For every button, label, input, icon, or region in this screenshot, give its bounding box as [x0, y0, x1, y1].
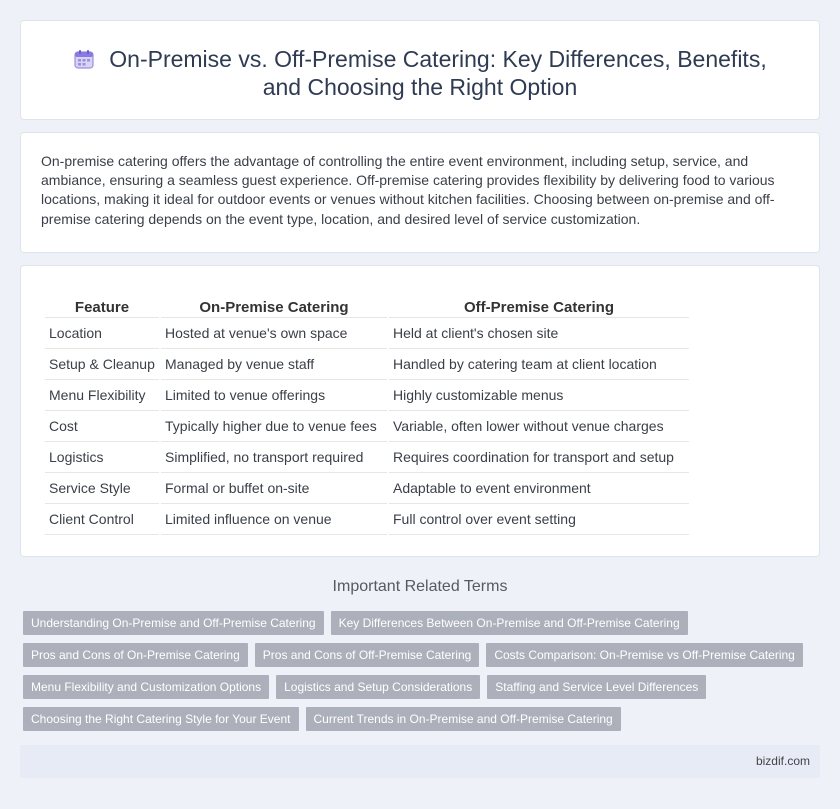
- on-premise-cell: Managed by venue staff: [161, 349, 387, 380]
- related-tags-row-2: [23, 643, 823, 667]
- footer-site-link[interactable]: bizdif.com: [755, 754, 810, 768]
- feature-cell: Client Control: [45, 504, 159, 535]
- footer: [20, 745, 820, 778]
- table-row: [45, 380, 689, 411]
- calendar-icon: [73, 48, 95, 70]
- on-premise-cell: Simplified, no transport required: [161, 442, 387, 473]
- table-row: [45, 504, 689, 535]
- related-tag[interactable]: Logistics and Setup Considerations: [276, 675, 480, 699]
- page-title: [21, 45, 819, 101]
- table-row: [45, 442, 689, 473]
- related-tags-row-3: [23, 675, 823, 699]
- header-off-premise: Off-Premise Catering: [389, 296, 689, 318]
- related-tag[interactable]: Current Trends in On-Premise and Off-Premise Catering: [306, 707, 621, 731]
- related-tag[interactable]: Understanding On-Premise and Off-Premise Catering: [23, 611, 324, 635]
- off-premise-cell: Held at client's chosen site: [389, 318, 689, 349]
- on-premise-cell: Typically higher due to venue fees: [161, 411, 387, 442]
- intro-paragraph: On-premise catering offers the advantage of controlling the entire event environment, including setup, service, and ambiance, ensuring a seamless guest experience. Off-premise catering provides flexibility by delivering food to various locations, making it ideal for outdoor events or venues without kitchen facilities. Choosing between on-premise and off-premise catering depends on the event type, location, and desired level of service customization.: [41, 153, 775, 227]
- comparison-card: [20, 265, 820, 557]
- feature-cell: Logistics: [45, 442, 159, 473]
- related-tag[interactable]: Staffing and Service Level Differences: [487, 675, 706, 699]
- feature-cell: Cost: [45, 411, 159, 442]
- related-tag[interactable]: Pros and Cons of Off-Premise Catering: [255, 643, 480, 667]
- header-on-premise: On-Premise Catering: [161, 296, 387, 318]
- feature-cell: Location: [45, 318, 159, 349]
- on-premise-cell: Limited influence on venue: [161, 504, 387, 535]
- table-row: [45, 473, 689, 504]
- title-card: [20, 20, 820, 120]
- header-feature: Feature: [45, 296, 159, 318]
- comparison-table: [43, 296, 691, 535]
- table-row: [45, 318, 689, 349]
- off-premise-cell: Full control over event setting: [389, 504, 689, 535]
- off-premise-cell: Adaptable to event environment: [389, 473, 689, 504]
- related-tags-row-4: [23, 707, 823, 731]
- related-terms-heading: Important Related Terms: [332, 578, 508, 595]
- intro-card: [20, 132, 820, 253]
- off-premise-cell: Handled by catering team at client location: [389, 349, 689, 380]
- table-header-row: [45, 296, 689, 318]
- title-line-1: On-Premise vs. Off-Premise Catering: Key Differences, Benefits,: [109, 46, 767, 72]
- related-tag[interactable]: Pros and Cons of On-Premise Catering: [23, 643, 248, 667]
- on-premise-cell: Limited to venue offerings: [161, 380, 387, 411]
- on-premise-cell: Hosted at venue's own space: [161, 318, 387, 349]
- feature-cell: Service Style: [45, 473, 159, 504]
- related-tag[interactable]: Choosing the Right Catering Style for Your Event: [23, 707, 299, 731]
- feature-cell: Setup & Cleanup: [45, 349, 159, 380]
- related-tags-row-1: [23, 611, 823, 635]
- off-premise-cell: Requires coordination for transport and setup: [389, 442, 689, 473]
- table-row: [45, 349, 689, 380]
- related-tag[interactable]: Costs Comparison: On-Premise vs Off-Premise Catering: [486, 643, 803, 667]
- table-row: [45, 411, 689, 442]
- related-tag[interactable]: Menu Flexibility and Customization Options: [23, 675, 269, 699]
- feature-cell: Menu Flexibility: [45, 380, 159, 411]
- off-premise-cell: Variable, often lower without venue charges: [389, 411, 689, 442]
- related-tag[interactable]: Key Differences Between On-Premise and Off-Premise Catering: [331, 611, 688, 635]
- on-premise-cell: Formal or buffet on-site: [161, 473, 387, 504]
- off-premise-cell: Highly customizable menus: [389, 380, 689, 411]
- title-line-2: and Choosing the Right Option: [262, 74, 578, 100]
